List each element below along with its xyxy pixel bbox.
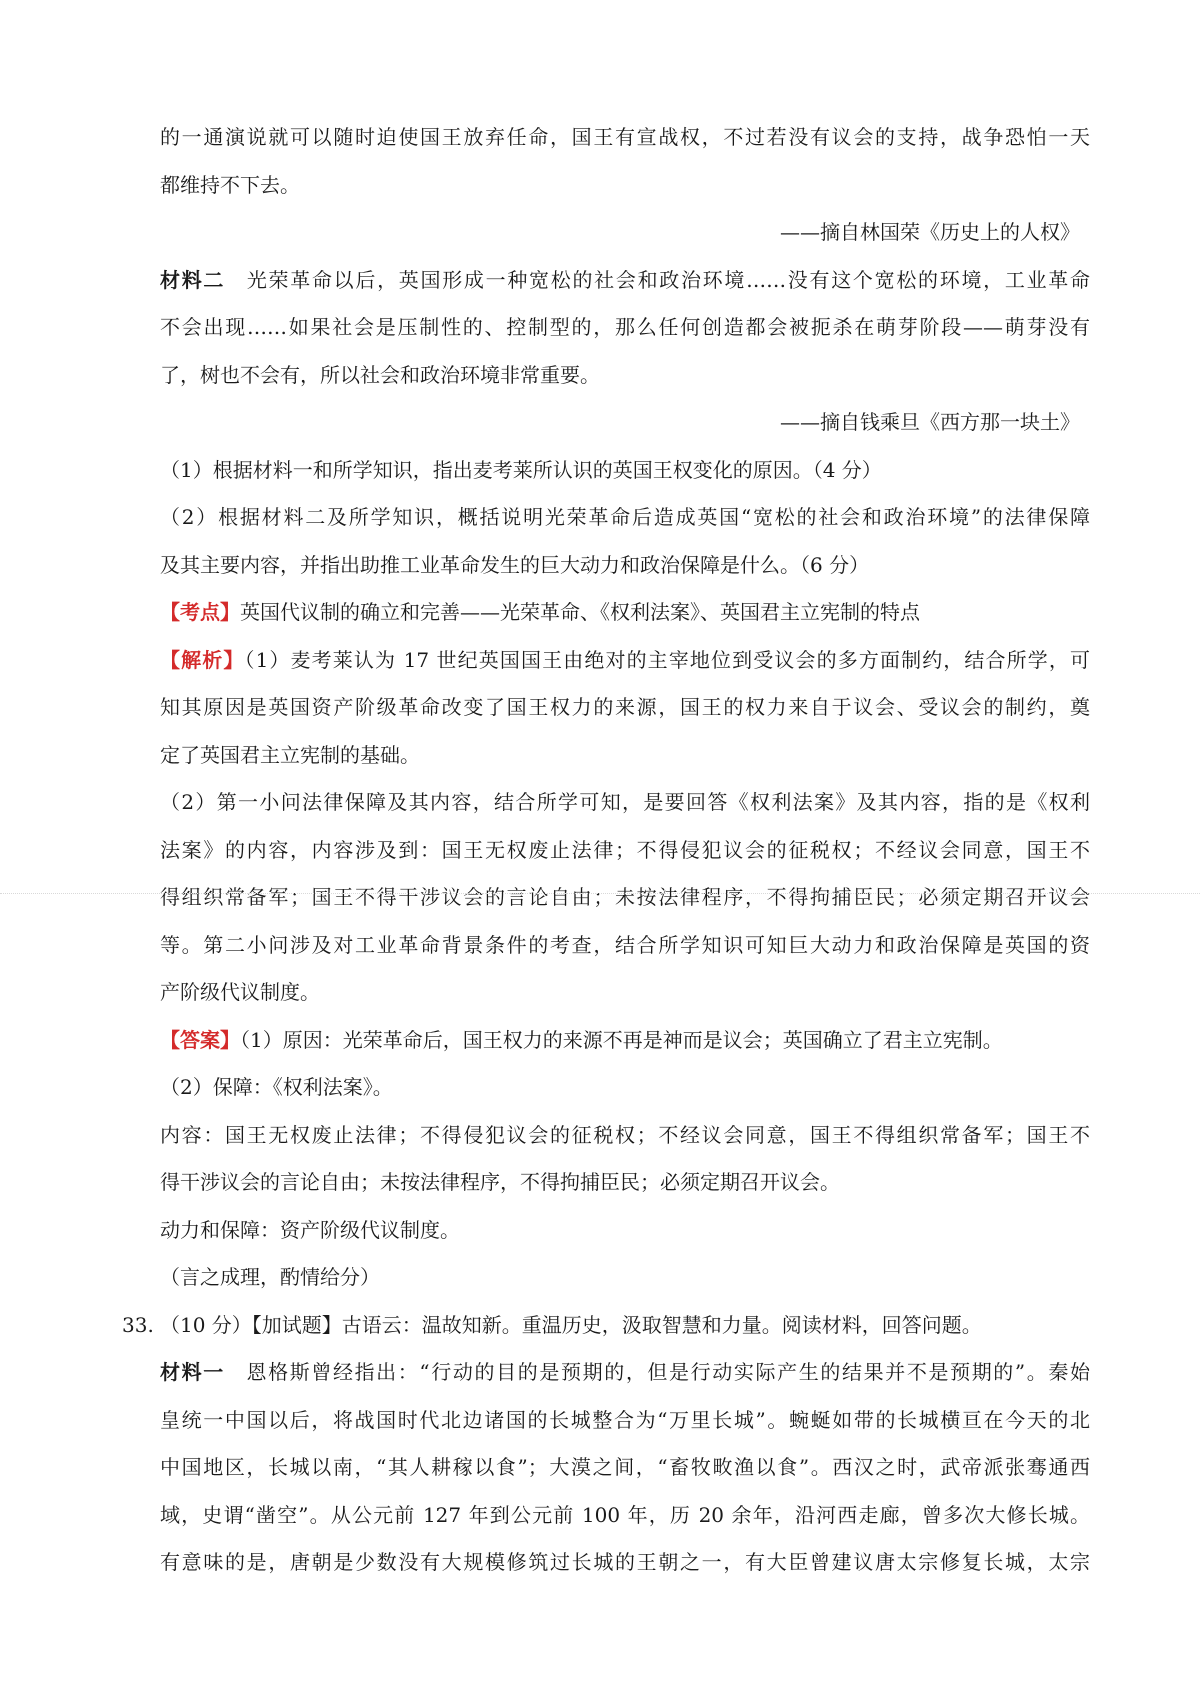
- source-citation: ——摘自林国荣《历史上的人权》: [780, 220, 1080, 244]
- text-line: 不会出现……如果社会是压制性的、控制型的，那么任何创造都会被扼杀在萌芽阶段——萌芽没有: [160, 315, 1090, 339]
- material-paragraph: [160, 1349, 1090, 1397]
- page-divider: [0, 893, 1200, 894]
- tag-label: 【考点】: [160, 600, 240, 624]
- question-heading: [122, 1302, 1090, 1350]
- text-line: 都维持不下去。: [160, 172, 300, 197]
- tag-label: 【解析】: [160, 647, 245, 672]
- tag-text: 英国代议制的确立和完善——光荣革命、《权利法案》、英国君主立宪制的特点: [240, 600, 920, 624]
- text-line: 及其主要内容，并指出助推工业革命发生的巨大动力和政治保障是什么。（6 分）: [160, 552, 870, 577]
- text-line: 有意味的是，唐朝是少数没有大规模修筑过长城的王朝之一，有大臣曾建议唐太宗修复长城，太宗: [160, 1550, 1090, 1574]
- question-item: （1）根据材料一和所学知识，指出麦考莱所认识的英国王权变化的原因。（4 分）: [160, 457, 882, 482]
- text-line: 法案》的内容，内容涉及到：国王无权废止法律；不得侵犯议会的征税权；不经议会同意，国王不: [160, 837, 1090, 862]
- text-line: 中国地区，长城以南，“其人耕稼以食”；大漠之间，“畜牧畋渔以食”。西汉之时，武帝派张骞通西: [160, 1455, 1090, 1479]
- material-paragraph: [160, 257, 1090, 305]
- source-citation: ——摘自钱乘旦《西方那一块土》: [780, 410, 1080, 434]
- material-text: 恩格斯曾经指出：“行动的目的是预期的，但是行动实际产生的结果并不是预期的”。秦始: [244, 1360, 1091, 1384]
- text-line: 了，树也不会有，所以社会和政治环境非常重要。: [160, 362, 600, 387]
- analysis-point: [160, 589, 1090, 637]
- analysis-section: [160, 637, 1090, 685]
- document-body: [122, 114, 1091, 1587]
- text-line: 等。第二小问涉及对工业革命背景条件的考查，结合所学知识可知巨大动力和政治保障是英国的资: [160, 932, 1090, 957]
- text-line: 定了英国君主立宪制的基础。: [160, 742, 420, 767]
- text-line: 动力和保障：资产阶级代议制度。: [160, 1217, 460, 1242]
- material-label: 材料二: [160, 267, 226, 292]
- material-label: 材料一: [160, 1360, 225, 1384]
- question-item: （2）根据材料二及所学知识，概括说明光荣革命后造成英国“宽松的社会和政治环境”的法律保障: [160, 505, 1090, 529]
- text-line: 的一通演说就可以随时迫使国王放弃任命，国王有宣战权，不过若没有议会的支持，战争恐怕一天: [160, 125, 1090, 149]
- material-text: 光荣革命以后，英国形成一种宽松的社会和政治环境……没有这个宽松的环境，工业革命: [245, 267, 1091, 292]
- question-text: （10 分）【加试题】古语云：温故知新。重温历史，汲取智慧和力量。阅读材料，回答问题。: [160, 1312, 982, 1337]
- text-line: 域，史谓“凿空”。从公元前 127 年到公元前 100 年，历 20 余年，沿河西走廊，曾多次大修长城。: [160, 1502, 1090, 1527]
- tag-label: 【答案】: [160, 1027, 240, 1052]
- text-line: 知其原因是英国资产阶级革命改变了国王权力的来源，国王的权力来自于议会、受议会的制约，奠: [160, 695, 1090, 719]
- tag-text: （1）麦考莱认为 17 世纪英国国王由绝对的主宰地位到受议会的多方面制约，结合所学，可: [244, 647, 1091, 672]
- text-line: （2）第一小问法律保障及其内容，结合所学可知，是要回答《权利法案》及其内容，指的是《权利: [160, 790, 1090, 814]
- text-line: 得组织常备军；国王不得干涉议会的言论自由；未按法律程序，不得拘捕臣民；必须定期召开议会: [160, 885, 1090, 909]
- text-line: 产阶级代议制度。: [160, 980, 320, 1004]
- tag-text: （1）原因：光荣革命后，国王权力的来源不再是神而是议会；英国确立了君主立宪制。: [240, 1027, 1003, 1052]
- text-line: （2）保障：《权利法案》。: [160, 1075, 393, 1099]
- question-number: 33.: [122, 1312, 154, 1337]
- text-line: 得干涉议会的言论自由；未按法律程序，不得拘捕臣民；必须定期召开议会。: [160, 1170, 840, 1194]
- text-line: 内容：国王无权废止法律；不得侵犯议会的征税权；不经议会同意，国王不得组织常备军；国王不: [160, 1122, 1090, 1147]
- text-line: 皇统一中国以后，将战国时代北边诸国的长城整合为“万里长城”。蜿蜒如带的长城横亘在今天的北: [160, 1407, 1090, 1432]
- text-line: （言之成理，酌情给分）: [160, 1265, 380, 1289]
- answer-section: [160, 1017, 1090, 1065]
